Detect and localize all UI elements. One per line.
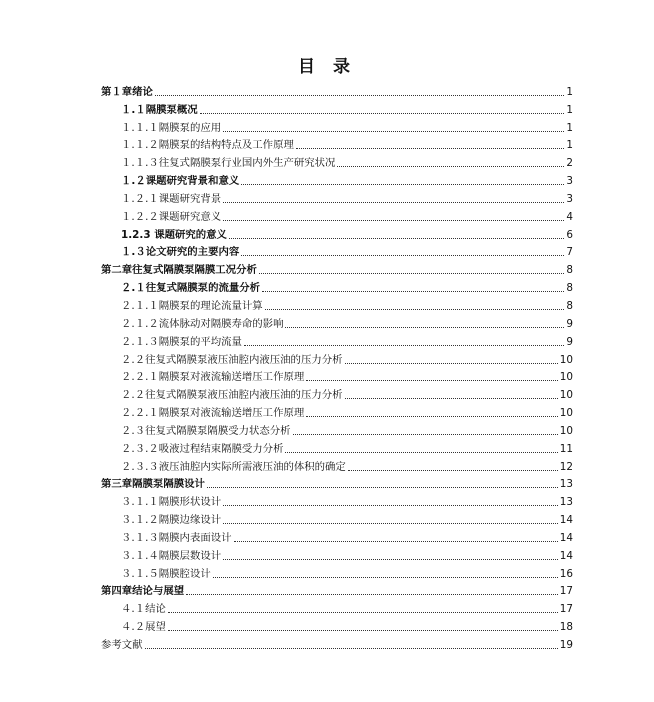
toc-entry-page: 17	[559, 603, 573, 616]
dot-leader	[345, 397, 558, 399]
toc-entry[interactable]	[101, 170, 573, 188]
toc-entry-page: 1	[566, 103, 573, 116]
toc-entry[interactable]	[101, 634, 573, 652]
toc-entry[interactable]	[101, 438, 573, 456]
toc-entry-title: ３.１.２隔膜边缘设计	[121, 514, 222, 527]
toc-entry-title: ２.２往复式隔膜泵液压油腔内液压油的压力分析	[121, 389, 343, 402]
toc-entry-title: ２.３.２吸液过程结束隔膜受力分析	[121, 442, 284, 455]
toc-entry[interactable]	[101, 206, 573, 224]
dot-leader	[306, 415, 558, 417]
toc-entry[interactable]	[101, 616, 573, 634]
toc-entry-title: ４.１结论	[121, 603, 166, 616]
toc-entry-page: 1	[566, 121, 573, 134]
dot-leader	[168, 629, 558, 631]
toc-entry[interactable]	[101, 349, 573, 367]
toc-entry-page: 12	[559, 460, 573, 473]
toc-entry-page: 19	[559, 639, 573, 651]
toc-entry-title: ２.２往复式隔膜泵液压油腔内液压油的压力分析	[121, 353, 343, 366]
dot-leader	[306, 379, 558, 381]
dot-leader	[337, 165, 564, 167]
toc-entry-title: 第三章隔膜泵隔膜设计	[101, 478, 205, 491]
toc-entry-page: 16	[559, 567, 573, 580]
toc-entry-title: ３.１.５隔膜腔设计	[121, 567, 211, 580]
dot-leader	[244, 344, 564, 346]
toc-entry-title: 参考文献	[101, 639, 143, 651]
toc-entry-page: 9	[566, 335, 573, 348]
toc-entry[interactable]	[101, 117, 573, 135]
toc-entry-page: 10	[559, 424, 573, 437]
dot-leader	[223, 130, 564, 132]
toc-entry-title: 1.2.3 课题研究的意义	[121, 228, 227, 241]
toc-entry[interactable]	[101, 331, 573, 349]
table-of-contents	[101, 81, 573, 652]
toc-entry[interactable]	[101, 509, 573, 527]
toc-entry[interactable]	[101, 224, 573, 242]
toc-entry[interactable]	[101, 81, 573, 99]
toc-entry-page: 18	[559, 621, 573, 634]
toc-entry-page: 3	[566, 175, 573, 188]
toc-entry-page: 11	[559, 442, 573, 455]
toc-entry-page: 10	[559, 389, 573, 402]
toc-entry-title: １.１.１隔膜泵的应用	[121, 121, 222, 134]
toc-entry[interactable]	[101, 420, 573, 438]
toc-entry[interactable]	[101, 367, 573, 385]
toc-entry[interactable]	[101, 598, 573, 616]
dot-leader	[223, 504, 558, 506]
toc-entry-title: １.２.２课题研究意义	[121, 210, 222, 223]
toc-entry-title: ３.１.１隔膜形状设计	[121, 496, 222, 509]
toc-entry[interactable]	[101, 491, 573, 509]
toc-entry-page: 14	[559, 549, 573, 562]
toc-entry[interactable]	[101, 563, 573, 581]
toc-entry-title: 第四章结论与展望	[101, 585, 185, 598]
toc-entry-page: 8	[566, 299, 573, 312]
dot-leader	[229, 237, 564, 239]
toc-entry[interactable]	[101, 277, 573, 295]
dot-leader	[168, 611, 558, 613]
dot-leader	[186, 593, 558, 595]
toc-entry-title: ４.２展望	[121, 621, 166, 634]
dot-leader	[285, 451, 557, 453]
toc-entry-page: 2	[566, 157, 573, 170]
toc-entry-title: １.３论文研究的主要内容	[121, 246, 240, 259]
toc-entry[interactable]	[101, 545, 573, 563]
toc-entry-page: 8	[566, 282, 573, 295]
toc-entry[interactable]	[101, 135, 573, 153]
toc-entry-page: 13	[559, 478, 573, 491]
toc-entry[interactable]	[101, 259, 573, 277]
toc-entry[interactable]	[101, 152, 573, 170]
dot-leader	[223, 219, 564, 221]
toc-entry[interactable]	[101, 295, 573, 313]
toc-entry-title: １.２课题研究背景和意义	[121, 175, 240, 188]
dot-leader	[145, 647, 558, 649]
toc-entry-page: 10	[559, 371, 573, 384]
dot-leader	[223, 522, 558, 524]
toc-entry-title: ２.１往复式隔膜泵的流量分析	[121, 282, 261, 295]
dot-leader	[262, 290, 564, 292]
dot-leader	[213, 576, 558, 578]
toc-entry-page: 6	[566, 228, 573, 241]
dot-leader	[265, 308, 565, 310]
dot-leader	[155, 94, 564, 96]
toc-entry-title: ２.１.３隔膜泵的平均流量	[121, 335, 242, 348]
toc-entry-title: ２.３.３液压油腔内实际所需液压油的体积的确定	[121, 460, 346, 473]
toc-entry-page: 4	[566, 210, 573, 223]
toc-entry-page: 8	[566, 264, 573, 277]
toc-entry-page: 9	[566, 317, 573, 330]
toc-entry[interactable]	[101, 384, 573, 402]
toc-entry[interactable]	[101, 527, 573, 545]
toc-entry-title: １.１.２隔膜泵的结构特点及工作原理	[121, 139, 294, 152]
toc-entry-page: 17	[559, 585, 573, 598]
dot-leader	[296, 147, 565, 149]
toc-entry-page: 1	[566, 139, 573, 152]
toc-entry-title: ２.２.１隔膜泵对液流输送增压工作原理	[121, 371, 305, 384]
toc-entry-title: １.１.３往复式隔膜泵行业国内外生产研究状况	[121, 157, 336, 170]
toc-entry[interactable]	[101, 188, 573, 206]
toc-entry[interactable]	[101, 313, 573, 331]
dot-leader	[348, 469, 558, 471]
dot-leader	[223, 201, 564, 203]
toc-entry-page: 14	[559, 531, 573, 544]
toc-entry-page: 7	[566, 246, 573, 259]
toc-entry-page: 1	[566, 85, 573, 98]
toc-entry-page: 10	[559, 407, 573, 420]
dot-leader	[241, 183, 564, 185]
toc-entry-page: 10	[559, 353, 573, 366]
toc-entry-page: 3	[566, 192, 573, 205]
toc-entry-title: ３.１.４隔膜层数设计	[121, 549, 222, 562]
dot-leader	[241, 254, 564, 256]
dot-leader	[345, 362, 558, 364]
toc-entry-title: １.１隔膜泵概况	[121, 103, 198, 116]
toc-entry[interactable]	[101, 402, 573, 420]
toc-entry-page: 14	[559, 514, 573, 527]
dot-leader	[223, 558, 558, 560]
toc-entry-title: 第二章往复式隔膜泵隔膜工况分析	[101, 264, 257, 277]
dot-leader	[285, 326, 564, 328]
dot-leader	[293, 433, 558, 435]
toc-entry-title: ２.１.２流体脉动对隔膜寿命的影响	[121, 317, 284, 330]
toc-entry-title: ２.３往复式隔膜泵隔膜受力状态分析	[121, 424, 291, 437]
toc-entry[interactable]	[101, 581, 573, 599]
toc-title: 目 录	[298, 57, 356, 77]
toc-entry[interactable]	[101, 242, 573, 260]
dot-leader	[259, 272, 565, 274]
toc-entry[interactable]	[101, 474, 573, 492]
toc-entry-title: １.２.１课题研究背景	[121, 192, 222, 205]
dot-leader	[234, 540, 558, 542]
toc-entry-title: 第１章绪论	[101, 85, 153, 98]
dot-leader	[200, 112, 565, 114]
toc-entry[interactable]	[101, 456, 573, 474]
toc-entry-page: 13	[559, 496, 573, 509]
toc-entry[interactable]	[101, 99, 573, 117]
toc-entry-title: ２.２.１隔膜泵对液流输送增压工作原理	[121, 407, 305, 420]
toc-entry-title: ２.１.１隔膜泵的理论流量计算	[121, 299, 263, 312]
dot-leader	[207, 486, 558, 488]
toc-entry-title: ３.１.３隔膜内表面设计	[121, 531, 232, 544]
